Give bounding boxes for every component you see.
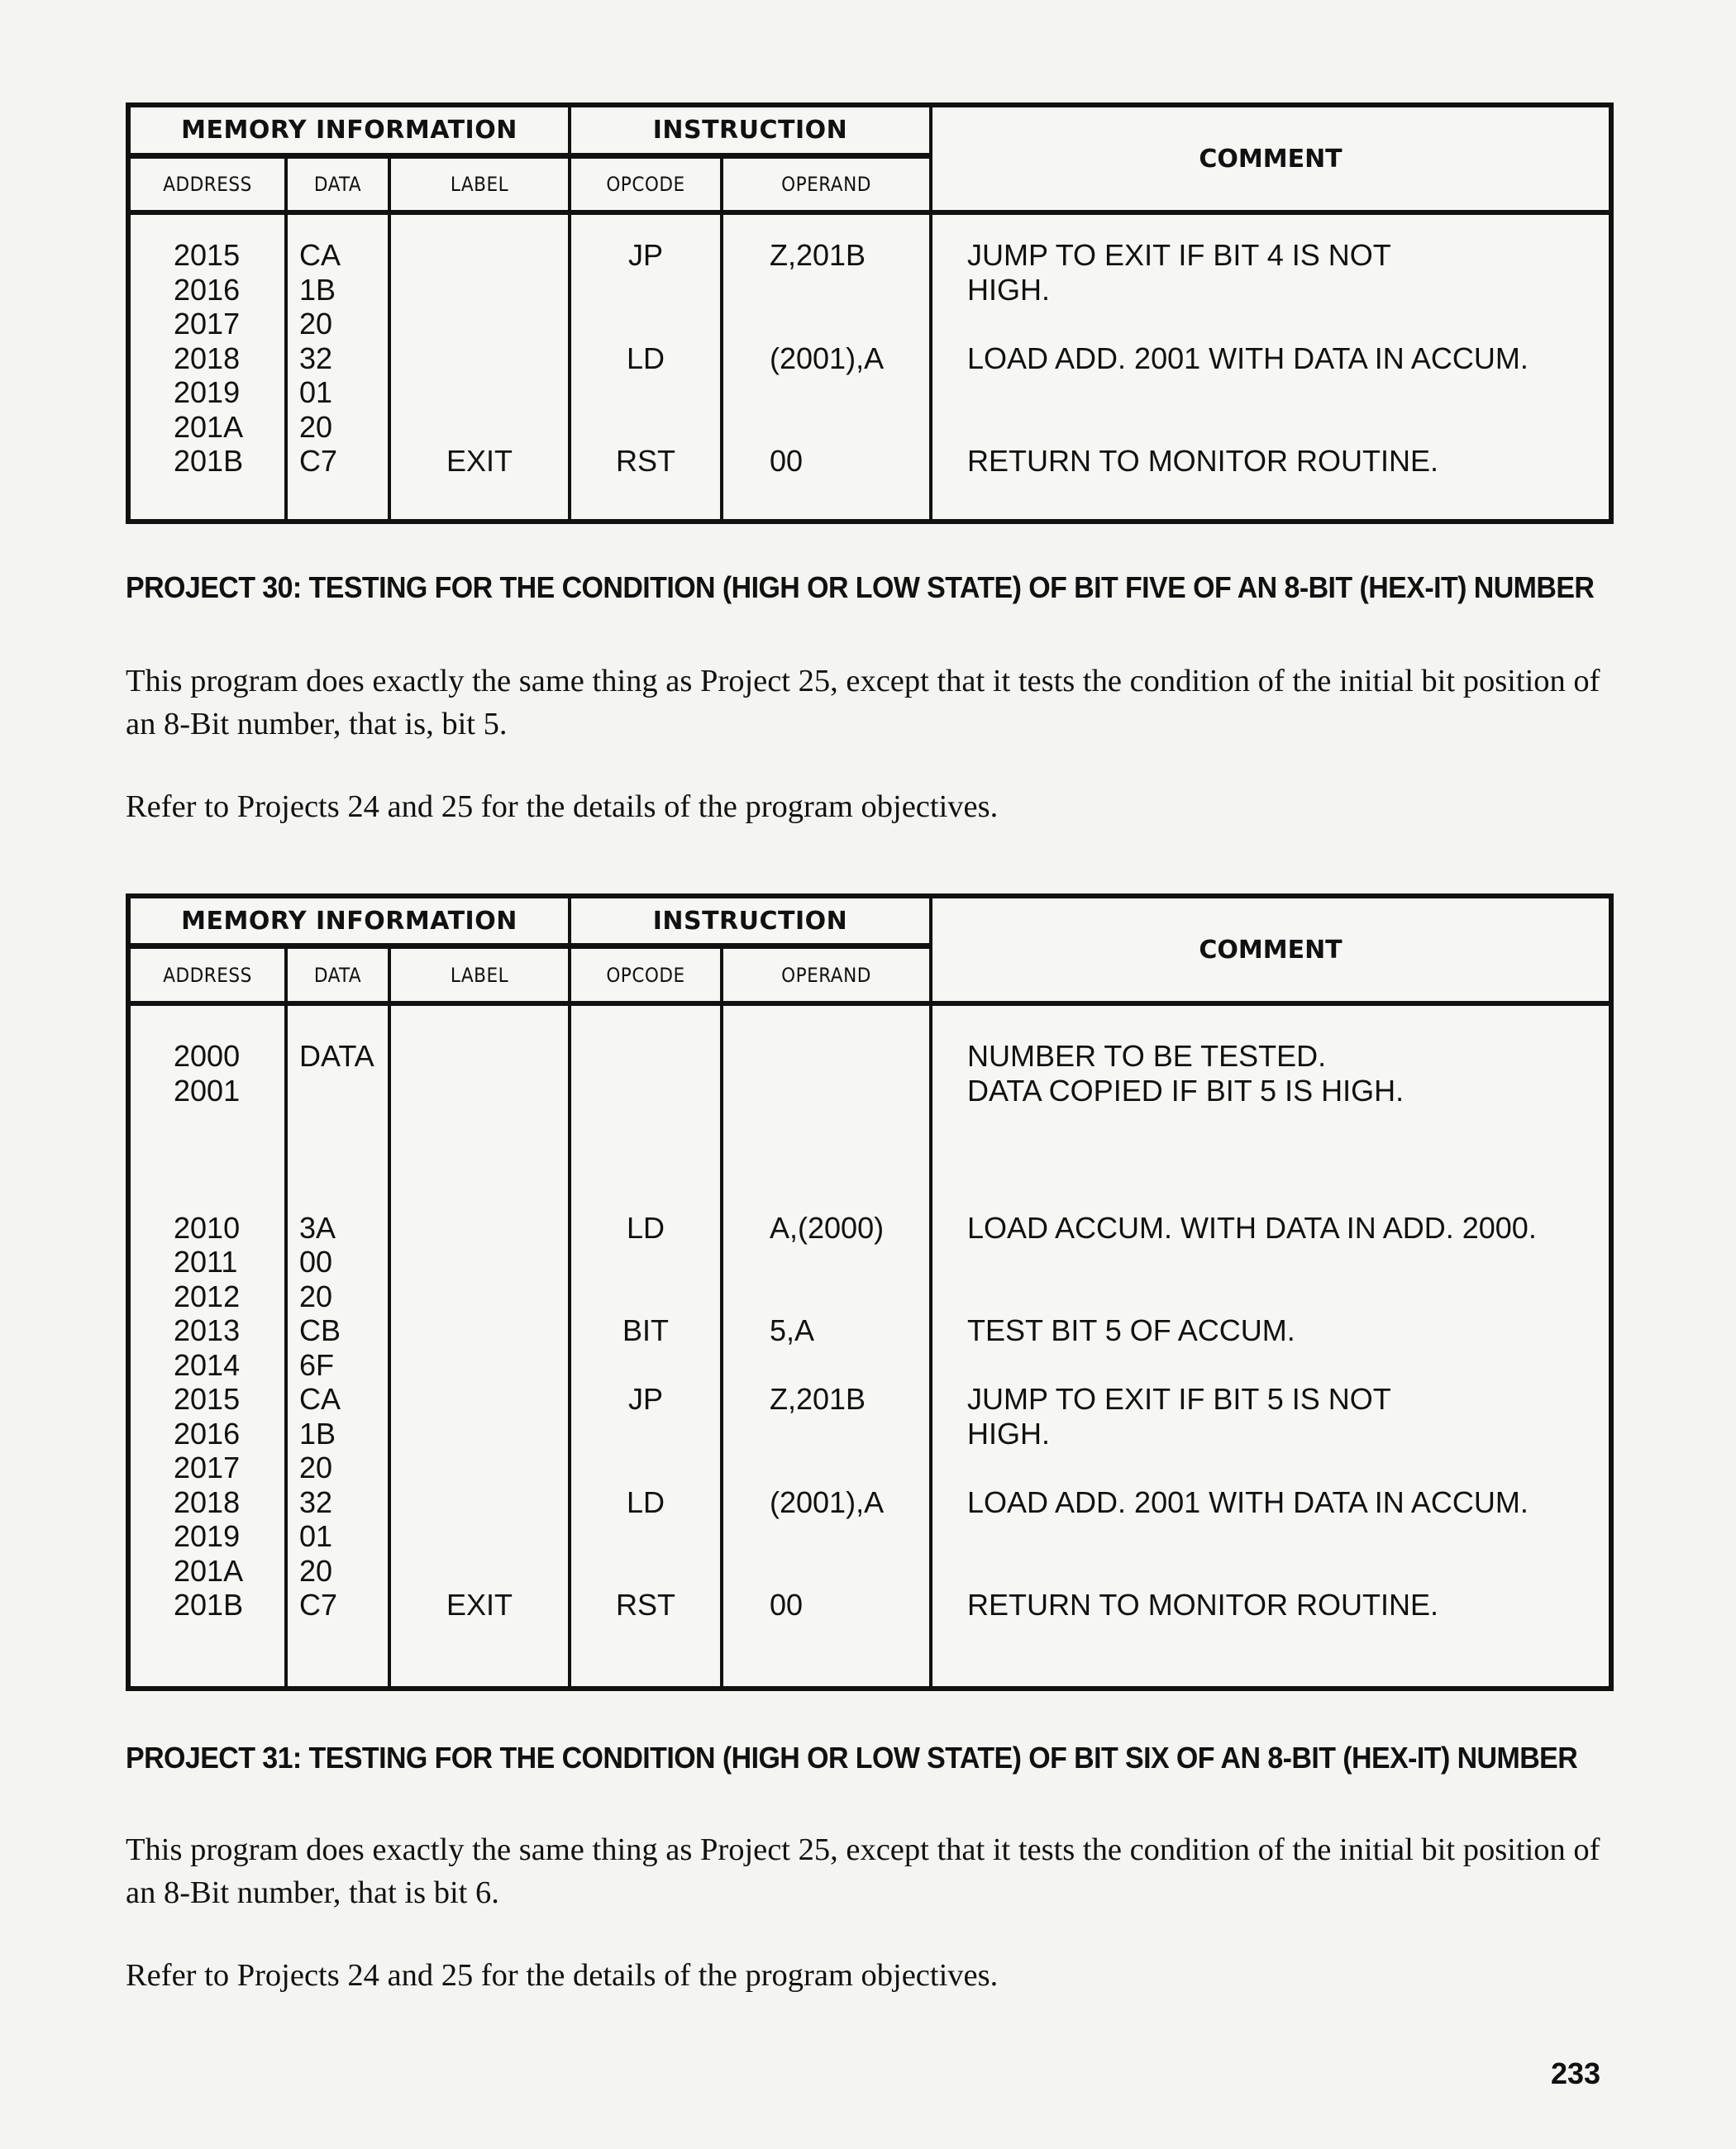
data-cell: 20 [299, 1553, 333, 1588]
comment-cell [967, 1176, 1609, 1211]
operand-cell [770, 1176, 929, 1211]
label-cell [391, 307, 568, 341]
operand-cell [770, 273, 929, 307]
comment-cell: LOAD ADD. 2001 WITH DATA IN ACCUM. [967, 1484, 1529, 1519]
data-header: DATA [288, 159, 391, 215]
program-table-2 [126, 893, 1614, 1691]
data-cell: DATA [299, 1039, 374, 1073]
data-cell: 01 [299, 375, 333, 409]
memory-information-header: MEMORY INFORMATION [131, 898, 571, 949]
comment-cell: RETURN TO MONITOR ROUTINE. [967, 444, 1439, 478]
comment-cell [967, 375, 1609, 410]
instruction-header: INSTRUCTION [571, 898, 932, 949]
data-cell: 20 [299, 1279, 333, 1313]
opcode-cell [571, 1519, 720, 1554]
comment-cell [967, 1519, 1609, 1554]
address-cell: 201A [174, 409, 244, 444]
opcode-cell [571, 1554, 720, 1589]
data-cell: C7 [299, 1588, 338, 1622]
address-cell: 2001 [174, 1073, 241, 1108]
data-column [288, 1006, 391, 1686]
comment-cell: JUMP TO EXIT IF BIT 5 IS NOT [967, 1382, 1391, 1416]
comment-cell: LOAD ACCUM. WITH DATA IN ADD. 2000. [967, 1210, 1537, 1245]
comment-cell: NUMBER TO BE TESTED. [967, 1039, 1327, 1073]
address-cell: 2015 [174, 1382, 241, 1416]
project-31-paragraph-2: Refer to Projects 24 and 25 for the details of the program objectives. [126, 1958, 999, 1993]
operand-cell [770, 1519, 929, 1554]
comment-cell [967, 410, 1609, 445]
data-cell [299, 1074, 388, 1108]
comment-cell: HIGH. [967, 272, 1051, 307]
project-31-heading: PROJECT 31: TESTING FOR THE CONDITION (HIGH OR LOW STATE) OF BIT SIX OF AN 8-BIT (HEX-IT) NUMBER [126, 1741, 1578, 1775]
comment-cell: HIGH. [967, 1416, 1051, 1451]
operand-cell [770, 1417, 929, 1451]
address-cell: 2018 [174, 1484, 241, 1519]
operand-cell [770, 1279, 929, 1314]
data-cell: 6F [299, 1347, 335, 1382]
opcode-cell [571, 1142, 720, 1177]
label-cell: EXIT [446, 1588, 513, 1622]
label-cell [391, 1211, 568, 1246]
data-cell: 20 [299, 307, 333, 341]
operand-cell: 00 [770, 1588, 804, 1622]
operand-cell: 5,A [770, 1313, 815, 1347]
label-header: LABEL [391, 949, 571, 1006]
label-header: LABEL [391, 159, 571, 215]
operand-header: OPERAND [723, 159, 932, 215]
opcode-cell [571, 307, 720, 341]
opcode-cell: LD [626, 341, 665, 375]
address-cell: 201B [174, 1588, 244, 1622]
comment-cell [967, 307, 1609, 341]
label-cell [391, 1348, 568, 1383]
opcode-header: OPCODE [571, 949, 723, 1006]
address-cell: 201B [174, 444, 244, 478]
operand-header: OPERAND [723, 949, 932, 1006]
address-cell: 2013 [174, 1313, 241, 1347]
opcode-column [571, 1006, 723, 1686]
project-31-paragraph-1: This program does exactly the same thing as Project 25, except that it tests the condition of the initial bit position of an 8-Bit number, that is bit 6. [126, 1832, 1600, 1910]
data-cell: 20 [299, 409, 333, 444]
comment-cell [967, 1554, 1609, 1589]
address-cell: 201A [174, 1553, 244, 1588]
comment-cell: TEST BIT 5 OF ACCUM. [967, 1313, 1295, 1347]
address-cell: 2019 [174, 1519, 241, 1553]
opcode-cell [571, 1417, 720, 1451]
address-cell: 2010 [174, 1210, 241, 1245]
opcode-cell [571, 273, 720, 307]
label-cell [391, 1554, 568, 1589]
comment-header: COMMENT [932, 898, 1609, 1006]
opcode-cell: RST [616, 444, 675, 478]
comment-cell: LOAD ADD. 2001 WITH DATA IN ACCUM. [967, 341, 1529, 375]
comment-column [932, 215, 1609, 519]
operand-column [723, 1006, 932, 1686]
address-cell [174, 1108, 284, 1142]
operand-column [723, 215, 932, 519]
project-30-paragraph-1: This program does exactly the same thing as Project 25, except that it tests the condition of the initial bit position of an 8-Bit number, that is, bit 5. [126, 664, 1600, 741]
data-cell: 20 [299, 1451, 333, 1484]
operand-cell: Z,201B [770, 238, 866, 272]
opcode-cell [571, 1279, 720, 1314]
operand-cell [770, 307, 929, 341]
opcode-header: OPCODE [571, 159, 723, 215]
label-column [391, 215, 571, 519]
data-cell [299, 1176, 388, 1211]
opcode-cell [571, 410, 720, 445]
address-header: ADDRESS [131, 949, 288, 1006]
label-cell [391, 1074, 568, 1108]
address-column [131, 1006, 288, 1686]
operand-cell [770, 1039, 929, 1074]
opcode-cell [571, 1039, 720, 1074]
opcode-cell [571, 1108, 720, 1142]
comment-cell: DATA COPIED IF BIT 5 IS HIGH. [967, 1073, 1405, 1108]
label-cell [391, 1279, 568, 1314]
operand-cell [770, 410, 929, 445]
comment-cell [967, 1451, 1609, 1485]
opcode-column [571, 215, 723, 519]
label-cell [391, 1245, 568, 1279]
data-cell: 3A [299, 1210, 336, 1245]
label-cell [391, 1176, 568, 1211]
label-cell [391, 273, 568, 307]
opcode-cell: LD [626, 1484, 665, 1519]
data-cell: 1B [299, 272, 336, 307]
address-cell: 2000 [174, 1039, 241, 1073]
instruction-header: INSTRUCTION [571, 107, 932, 159]
comment-cell: RETURN TO MONITOR ROUTINE. [967, 1588, 1439, 1622]
opcode-cell: LD [626, 1210, 665, 1245]
data-header: DATA [288, 949, 391, 1006]
operand-cell: 00 [770, 444, 804, 478]
address-header: ADDRESS [131, 159, 288, 215]
opcode-cell: JP [627, 238, 663, 272]
operand-cell [770, 1554, 929, 1589]
address-cell: 2015 [174, 238, 241, 272]
label-cell [391, 1108, 568, 1142]
label-column [391, 1006, 571, 1686]
data-cell: CA [299, 238, 341, 272]
address-cell: 2019 [174, 375, 241, 409]
comment-cell [967, 1348, 1609, 1383]
comment-cell: JUMP TO EXIT IF BIT 4 IS NOT [967, 238, 1391, 272]
comment-cell [967, 1108, 1609, 1142]
operand-cell [770, 375, 929, 410]
memory-information-header: MEMORY INFORMATION [131, 107, 571, 159]
program-table-1 [126, 102, 1614, 524]
label-cell [391, 1382, 568, 1417]
comment-column [932, 1006, 1609, 1686]
opcode-cell: JP [627, 1382, 663, 1416]
address-cell: 2012 [174, 1279, 241, 1313]
address-cell: 2016 [174, 1416, 241, 1451]
label-cell [391, 410, 568, 445]
project-30-heading: PROJECT 30: TESTING FOR THE CONDITION (HIGH OR LOW STATE) OF BIT FIVE OF AN 8-BIT (HEX-IT) NUMBER [126, 570, 1595, 604]
comment-cell [967, 1245, 1609, 1279]
data-cell: 32 [299, 1484, 333, 1519]
label-cell [391, 375, 568, 410]
data-cell [299, 1108, 388, 1142]
address-cell: 2017 [174, 1451, 241, 1484]
label-cell [391, 341, 568, 376]
label-cell [391, 238, 568, 273]
comment-cell [967, 1279, 1609, 1314]
label-cell: EXIT [446, 444, 513, 478]
data-cell: C7 [299, 444, 338, 478]
opcode-cell [571, 1176, 720, 1211]
opcode-cell [571, 1074, 720, 1108]
opcode-cell [571, 1451, 720, 1485]
address-cell: 2014 [174, 1347, 241, 1382]
operand-cell [770, 1074, 929, 1108]
operand-cell [770, 1108, 929, 1142]
address-cell: 2018 [174, 341, 241, 375]
operand-cell [770, 1348, 929, 1383]
data-cell [299, 1142, 388, 1177]
data-cell: 00 [299, 1245, 333, 1279]
label-cell [391, 1417, 568, 1451]
operand-cell: (2001),A [770, 1484, 885, 1519]
operand-cell [770, 1451, 929, 1485]
address-cell: 2016 [174, 272, 241, 307]
data-cell: 1B [299, 1416, 336, 1451]
label-cell [391, 1451, 568, 1485]
operand-cell: (2001),A [770, 341, 885, 375]
data-cell: CA [299, 1382, 341, 1416]
opcode-cell [571, 1348, 720, 1383]
operand-cell [770, 1245, 929, 1279]
address-cell [174, 1176, 284, 1211]
comment-header: COMMENT [932, 107, 1609, 215]
data-cell: 32 [299, 341, 333, 375]
opcode-cell: BIT [622, 1313, 669, 1347]
operand-cell [770, 1142, 929, 1177]
page-number: 233 [1551, 2056, 1601, 2090]
data-column [288, 215, 391, 519]
opcode-cell: RST [616, 1588, 675, 1622]
project-30-paragraph-2: Refer to Projects 24 and 25 for the details of the program objectives. [126, 789, 999, 824]
label-cell [391, 1142, 568, 1177]
operand-cell: A,(2000) [770, 1210, 885, 1245]
address-column [131, 215, 288, 519]
label-cell [391, 1519, 568, 1554]
comment-cell [967, 1142, 1609, 1177]
opcode-cell [571, 375, 720, 410]
address-cell: 2017 [174, 307, 241, 341]
label-cell [391, 1039, 568, 1074]
address-cell: 2011 [174, 1245, 238, 1279]
data-cell: 01 [299, 1519, 333, 1553]
label-cell [391, 1485, 568, 1520]
data-cell: CB [299, 1313, 341, 1347]
operand-cell: Z,201B [770, 1382, 866, 1416]
opcode-cell [571, 1245, 720, 1279]
label-cell [391, 1313, 568, 1348]
address-cell [174, 1142, 284, 1177]
